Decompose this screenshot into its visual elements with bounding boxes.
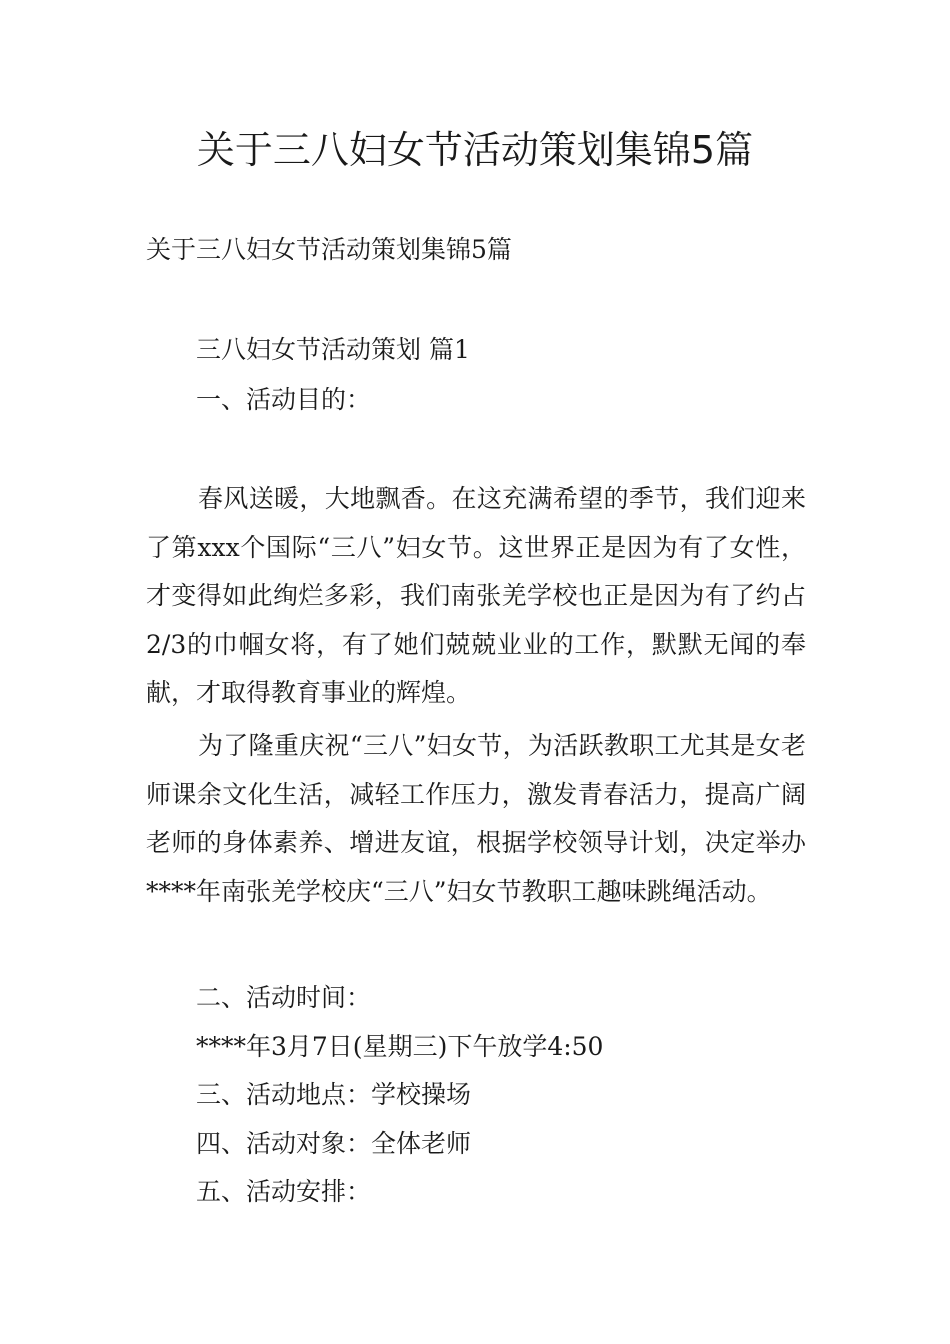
- item5-heading: 五、活动安排：: [196, 1177, 372, 1206]
- document-title: 关于三八妇女节活动策划集锦5篇: [196, 128, 754, 172]
- item2-heading: 二、活动时间：: [196, 983, 372, 1012]
- paragraph-purpose-2: 为了隆重庆祝“三八”妇女节，为活跃教职工尤其是女老师课余文化生活，减轻工作压力，激发青春活力，提高广阔老师的身体素养、增进友谊，根据学校领导计划，决定举办****年南张羌学校庆“三八”妇女节教职工趣味跳绳活动。: [146, 731, 806, 906]
- section-heading: 三八妇女节活动策划 篇1: [196, 335, 470, 364]
- item3-location: 三、活动地点：学校操场: [196, 1080, 472, 1109]
- document-subtitle: 关于三八妇女节活动策划集锦5篇: [146, 235, 512, 264]
- item2-value: ****年3月7日(星期三)下午放学4:50: [196, 1032, 604, 1061]
- paragraph-purpose: 春风送暖，大地飘香。在这充满希望的季节，我们迎来了第xxx个国际“三八”妇女节。这世界正是因为有了女性，才变得如此绚烂多彩，我们南张羌学校也正是因为有了约占2/3的巾帼女将，有了她们兢兢业业的工作，默默无闻的奉献，才取得教育事业的辉煌。: [146, 484, 806, 708]
- item1-heading: 一、活动目的：: [196, 385, 372, 414]
- item4-audience: 四、活动对象：全体老师: [196, 1129, 472, 1158]
